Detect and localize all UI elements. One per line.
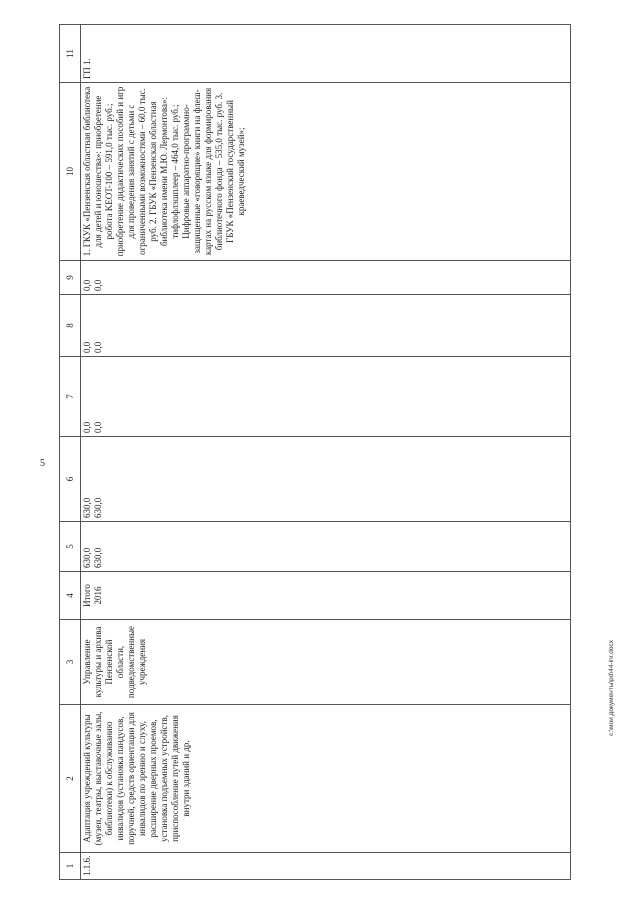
rotated-table-container <box>59 25 571 880</box>
value: 630,0 <box>82 547 92 568</box>
header-cell: 8 <box>60 295 81 357</box>
program-table <box>59 24 571 880</box>
result-cell: 1. ГКУК «Пензенская областная библиотека для детей и юношества»: приобретение робота KEOT-100 – 591,0 тыс. руб.; приобретение дидактических пособий и игр для проведения занятий с детьми с ограниченными возможностями – 60,0 тыс. руб. 2. ГБУК «Пензенская областная библиотека имени М.Ю. Лермонтова»: тифлофлэшплеер – 464,0 тыс. руб.; Цифровые аппаратно-программно-защищенные «говорящие» книги на флеш-картах на русском языке для формирования библиотечного фонда – 535,0 тыс. руб. 3. ГБУК «Пензенский государственный краеведческий музей»; <box>81 83 571 261</box>
value: 630,0 <box>82 497 92 518</box>
header-row <box>60 25 81 880</box>
header-cell: 6 <box>60 437 81 522</box>
value-cell-8 <box>81 295 571 357</box>
header-cell: 2 <box>60 705 81 853</box>
header-cell: 3 <box>60 620 81 705</box>
value: 0,0 <box>82 421 92 433</box>
value: 0,0 <box>82 341 92 353</box>
header-cell: 4 <box>60 572 81 620</box>
period-cell: Итого 2016 <box>81 572 571 620</box>
executor-cell: Управление культуры и архива Пензенской области, подведомственные учреждения <box>81 620 571 705</box>
measure-cell: Адаптация учреждений культуры (музеи, театры, выставочные залы, библиотеки) к обслуживанию инвалидов (установка пандусов, поручней, средств ориентации для инвалидов по зрению и слуху, расширение дверных проемов, установка подъемных устройств, приспособление путей движения внутри зданий и др. <box>81 705 571 853</box>
value-cell-9 <box>81 261 571 295</box>
header-cell: 5 <box>60 522 81 572</box>
value: 630,0 <box>93 497 103 518</box>
header-cell: 11 <box>60 25 81 83</box>
header-cell: 10 <box>60 83 81 261</box>
value-cell-6 <box>81 437 571 522</box>
header-cell: 1 <box>60 853 81 880</box>
footer-path: c:\мои документы\pd\44-inr.docx <box>608 640 615 736</box>
value: 0,0 <box>82 279 92 291</box>
row-number: 1.1.6. <box>81 853 571 880</box>
value-cell-7 <box>81 357 571 437</box>
header-cell: 7 <box>60 357 81 437</box>
value-cell-5 <box>81 522 571 572</box>
table-row <box>81 25 571 880</box>
indicator-cell: ГП 1. <box>81 25 571 83</box>
value: 0,0 <box>93 279 103 291</box>
value: 0,0 <box>93 341 103 353</box>
page-number: 5 <box>40 458 45 469</box>
value: 0,0 <box>93 421 103 433</box>
header-cell: 9 <box>60 261 81 295</box>
value: 630,0 <box>93 547 103 568</box>
